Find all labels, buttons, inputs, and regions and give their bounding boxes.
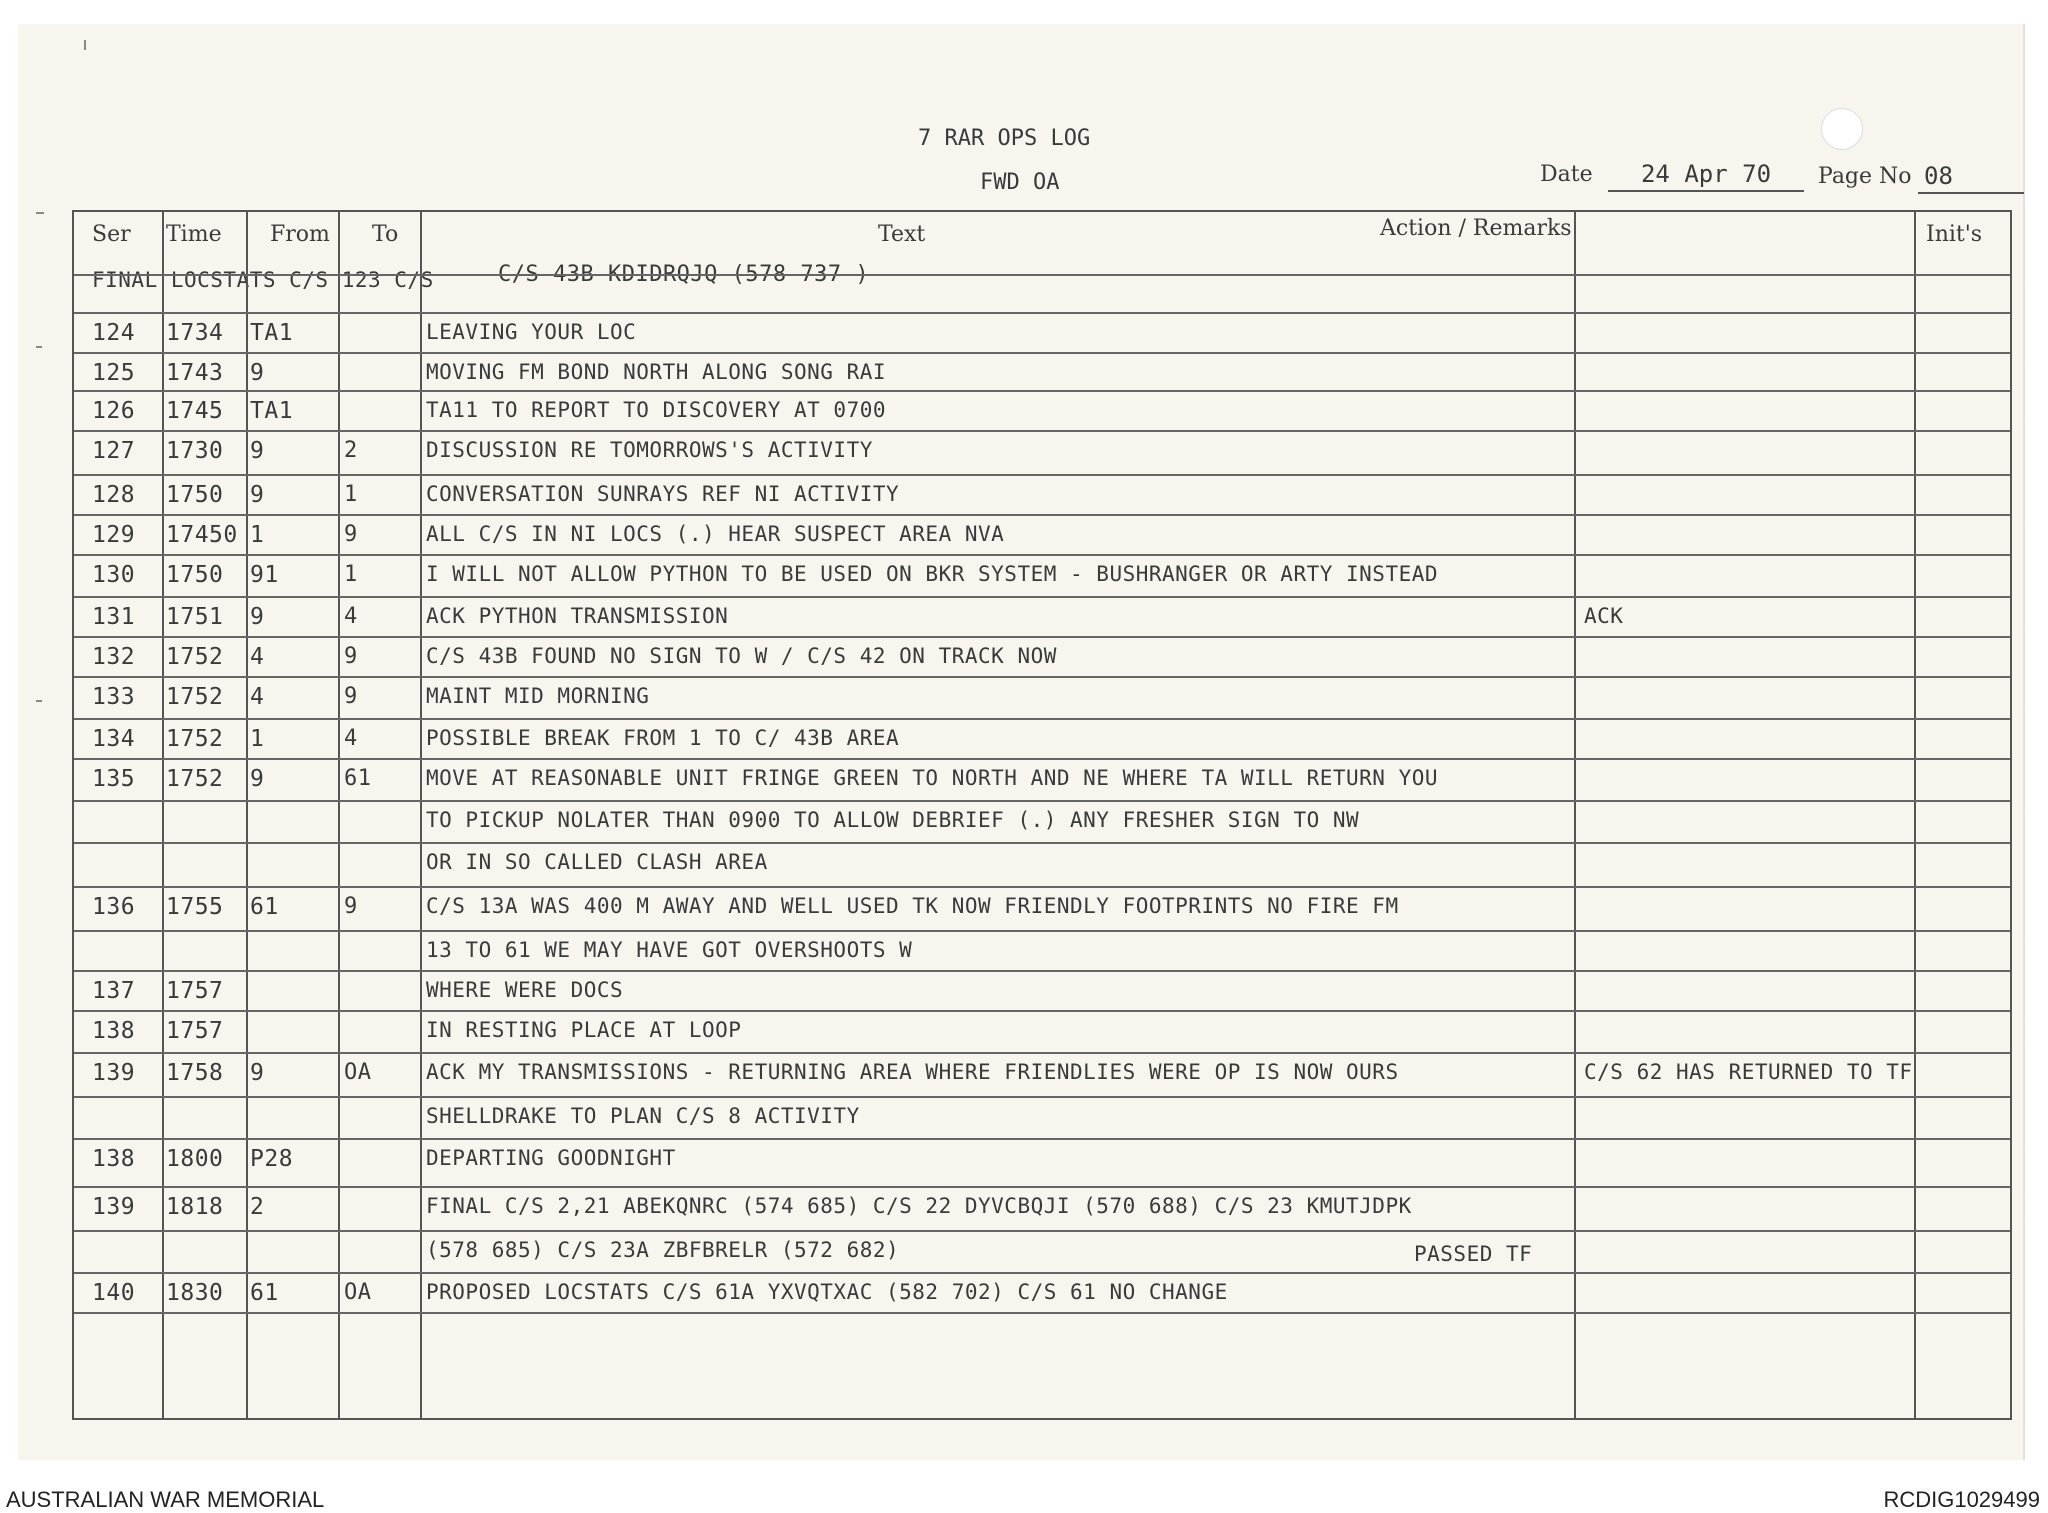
text-cell: 13 TO 61 WE MAY HAVE GOT OVERSHOOTS W bbox=[426, 938, 913, 962]
column-divider bbox=[420, 212, 422, 1418]
from-cell: 61 bbox=[250, 894, 279, 920]
ser-cell: 125 bbox=[92, 360, 136, 386]
from-cell: 61 bbox=[250, 1280, 279, 1306]
time-cell: 1751 bbox=[166, 604, 224, 630]
to-cell: 61 bbox=[344, 766, 372, 791]
margin-mark bbox=[84, 40, 86, 50]
ser-cell: 127 bbox=[92, 438, 136, 464]
text-cell: DEPARTING GOODNIGHT bbox=[426, 1146, 676, 1170]
row-divider bbox=[74, 1052, 2010, 1054]
time-cell: 1758 bbox=[166, 1060, 224, 1086]
row-divider bbox=[74, 1186, 2010, 1188]
page-number-value: 08 bbox=[1918, 162, 2024, 194]
text-cell: ALL C/S IN NI LOCS (.) HEAR SUSPECT AREA NVA bbox=[426, 522, 1005, 546]
row-divider bbox=[74, 1230, 2010, 1232]
text-cell: MOVE AT REASONABLE UNIT FRINGE GREEN TO NORTH AND NE WHERE TA WILL RETURN YOU bbox=[426, 766, 1439, 790]
time-cell: 1745 bbox=[166, 398, 224, 424]
column-divider bbox=[1574, 212, 1576, 1418]
col-header-inits: Init's bbox=[1926, 222, 1983, 247]
to-cell: OA bbox=[344, 1060, 372, 1085]
text-cell: PROPOSED LOCSTATS C/S 61A YXVQTXAC (582 702) C/S 61 NO CHANGE bbox=[426, 1280, 1228, 1304]
from-cell: 1 bbox=[250, 726, 265, 752]
ser-cell: 130 bbox=[92, 562, 136, 588]
text-cell-note: PASSED TF bbox=[1414, 1242, 1533, 1266]
from-cell: 9 bbox=[250, 360, 265, 386]
text-cell: C/S 13A WAS 400 M AWAY AND WELL USED TK NOW FRIENDLY FOOTPRINTS NO FIRE FM bbox=[426, 894, 1399, 918]
time-cell: 1800 bbox=[166, 1146, 224, 1172]
time-cell: 1750 bbox=[166, 482, 224, 508]
from-cell: P28 bbox=[250, 1146, 294, 1172]
column-divider bbox=[246, 212, 248, 1418]
to-cell: 4 bbox=[344, 604, 358, 629]
col-header-action: Action / Remarks bbox=[1380, 216, 1572, 241]
ser-cell: 132 bbox=[92, 644, 136, 670]
to-cell: 2 bbox=[344, 438, 358, 463]
ser-cell: 131 bbox=[92, 604, 136, 630]
date-value: 24 Apr 70 bbox=[1608, 160, 1804, 192]
text-cell: MOVING FM BOND NORTH ALONG SONG RAI bbox=[426, 360, 887, 384]
row-divider bbox=[74, 514, 2010, 516]
ser-cell: 129 bbox=[92, 522, 136, 548]
row-divider bbox=[74, 842, 2010, 844]
text-cell: CONVERSATION SUNRAYS REF NI ACTIVITY bbox=[426, 482, 900, 506]
text-cell: TO PICKUP NOLATER THAN 0900 TO ALLOW DEBRIEF (.) ANY FRESHER SIGN TO NW bbox=[426, 808, 1360, 832]
ser-cell: 138 bbox=[92, 1146, 136, 1172]
text-cell: SHELLDRAKE TO PLAN C/S 8 ACTIVITY bbox=[426, 1104, 860, 1128]
from-cell: 9 bbox=[250, 482, 265, 508]
text-cell: IN RESTING PLACE AT LOOP bbox=[426, 1018, 742, 1042]
from-cell: 1 bbox=[250, 522, 265, 548]
ser-cell: 137 bbox=[92, 978, 136, 1004]
from-cell: 2 bbox=[250, 1194, 265, 1220]
time-cell: 1730 bbox=[166, 438, 224, 464]
from-cell: TA1 bbox=[250, 398, 294, 424]
time-cell: 1752 bbox=[166, 684, 224, 710]
col-header-time: Time bbox=[166, 222, 222, 247]
row-divider bbox=[74, 1096, 2010, 1098]
col-header-to: To bbox=[372, 222, 399, 247]
to-cell: 9 bbox=[344, 894, 358, 919]
margin-mark bbox=[36, 700, 42, 702]
to-cell: 9 bbox=[344, 522, 358, 547]
row-divider bbox=[74, 1138, 2010, 1140]
text-cell: C/S 43B FOUND NO SIGN TO W / C/S 42 ON TRACK NOW bbox=[426, 644, 1057, 668]
from-cell: 9 bbox=[250, 438, 265, 464]
row-divider bbox=[74, 886, 2010, 888]
action-remarks-cell: ACK bbox=[1584, 604, 1624, 628]
time-cell: 1750 bbox=[166, 562, 224, 588]
time-cell: 1752 bbox=[166, 726, 224, 752]
page-number-label: Page No bbox=[1818, 164, 1912, 189]
text-cell: POSSIBLE BREAK FROM 1 TO C/ 43B AREA bbox=[426, 726, 900, 750]
top-line-prefix: FINAL LOCSTATS C/S 123 C/S bbox=[92, 268, 434, 292]
column-divider bbox=[1914, 212, 1916, 1418]
col-header-text: Text bbox=[878, 222, 926, 247]
time-cell: 1752 bbox=[166, 766, 224, 792]
col-header-ser: Ser bbox=[92, 222, 131, 247]
row-divider bbox=[74, 1312, 2010, 1314]
document-subtitle: FWD OA bbox=[980, 170, 1060, 195]
row-divider bbox=[74, 430, 2010, 432]
text-cell: FINAL C/S 2,21 ABEKQNRC (574 685) C/S 22 DYVCBQJI (570 688) C/S 23 KMUTJDPK bbox=[426, 1194, 1412, 1218]
margin-mark bbox=[36, 212, 44, 214]
from-cell: 9 bbox=[250, 1060, 265, 1086]
row-divider bbox=[74, 312, 2010, 314]
row-divider bbox=[74, 390, 2010, 392]
text-cell: OR IN SO CALLED CLASH AREA bbox=[426, 850, 768, 874]
to-cell: 9 bbox=[344, 684, 358, 709]
row-divider bbox=[74, 636, 2010, 638]
punch-hole bbox=[1821, 108, 1863, 150]
footer-reference-id: RCDIG1029499 bbox=[1883, 1487, 2040, 1512]
to-cell: 1 bbox=[344, 562, 358, 587]
ser-cell: 124 bbox=[92, 320, 136, 346]
row-divider bbox=[74, 274, 2010, 276]
from-cell: 91 bbox=[250, 562, 279, 588]
action-remarks-cell: C/S 62 HAS RETURNED TO TF bbox=[1584, 1060, 1913, 1084]
ser-cell: 138 bbox=[92, 1018, 136, 1044]
row-divider bbox=[74, 596, 2010, 598]
to-cell: 9 bbox=[344, 644, 358, 669]
from-cell: 9 bbox=[250, 604, 265, 630]
row-divider bbox=[74, 352, 2010, 354]
time-cell: 1818 bbox=[166, 1194, 224, 1220]
row-divider bbox=[74, 474, 2010, 476]
text-cell: LEAVING YOUR LOC bbox=[426, 320, 637, 344]
from-cell: TA1 bbox=[250, 320, 294, 346]
ser-cell: 140 bbox=[92, 1280, 136, 1306]
to-cell: 4 bbox=[344, 726, 358, 751]
text-cell: DISCUSSION RE TOMORROWS'S ACTIVITY bbox=[426, 438, 873, 462]
ser-cell: 136 bbox=[92, 894, 136, 920]
text-cell: (578 685) C/S 23A ZBFBRELR (572 682) bbox=[426, 1238, 900, 1262]
from-cell: 9 bbox=[250, 766, 265, 792]
row-divider bbox=[74, 930, 2010, 932]
row-divider bbox=[74, 718, 2010, 720]
time-cell: 17450 bbox=[166, 522, 238, 548]
to-cell: 1 bbox=[344, 482, 358, 507]
text-cell: WHERE WERE DOCS bbox=[426, 978, 624, 1002]
row-divider bbox=[74, 800, 2010, 802]
row-divider bbox=[74, 758, 2010, 760]
date-label: Date bbox=[1540, 162, 1593, 187]
time-cell: 1734 bbox=[166, 320, 224, 346]
to-cell: OA bbox=[344, 1280, 372, 1305]
time-cell: 1743 bbox=[166, 360, 224, 386]
text-cell: ACK MY TRANSMISSIONS - RETURNING AREA WHERE FRIENDLIES WERE OP IS NOW OURS bbox=[426, 1060, 1399, 1084]
ops-log-table bbox=[72, 210, 2012, 1420]
row-divider bbox=[74, 676, 2010, 678]
row-divider bbox=[74, 970, 2010, 972]
ser-cell: 134 bbox=[92, 726, 136, 752]
ser-cell: 135 bbox=[92, 766, 136, 792]
time-cell: 1757 bbox=[166, 1018, 224, 1044]
column-divider bbox=[338, 212, 340, 1418]
col-header-from: From bbox=[270, 222, 330, 247]
top-line-text: C/S 43B KDIDRQJQ (578 737 ) bbox=[498, 262, 870, 287]
ser-cell: 126 bbox=[92, 398, 136, 424]
ser-cell: 128 bbox=[92, 482, 136, 508]
ser-cell: 139 bbox=[92, 1194, 136, 1220]
time-cell: 1752 bbox=[166, 644, 224, 670]
ser-cell: 139 bbox=[92, 1060, 136, 1086]
text-cell: TA11 TO REPORT TO DISCOVERY AT 0700 bbox=[426, 398, 887, 422]
footer-source: AUSTRALIAN WAR MEMORIAL bbox=[6, 1487, 325, 1512]
from-cell: 4 bbox=[250, 644, 265, 670]
column-divider bbox=[162, 212, 164, 1418]
time-cell: 1830 bbox=[166, 1280, 224, 1306]
text-cell: I WILL NOT ALLOW PYTHON TO BE USED ON BKR SYSTEM - BUSHRANGER OR ARTY INSTEAD bbox=[426, 562, 1439, 586]
margin-mark bbox=[36, 346, 42, 348]
time-cell: 1757 bbox=[166, 978, 224, 1004]
row-divider bbox=[74, 554, 2010, 556]
ser-cell: 133 bbox=[92, 684, 136, 710]
row-divider bbox=[74, 1272, 2010, 1274]
document-title: 7 RAR OPS LOG bbox=[918, 126, 1091, 151]
row-divider bbox=[74, 1010, 2010, 1012]
text-cell: ACK PYTHON TRANSMISSION bbox=[426, 604, 729, 628]
text-cell: MAINT MID MORNING bbox=[426, 684, 650, 708]
from-cell: 4 bbox=[250, 684, 265, 710]
time-cell: 1755 bbox=[166, 894, 224, 920]
